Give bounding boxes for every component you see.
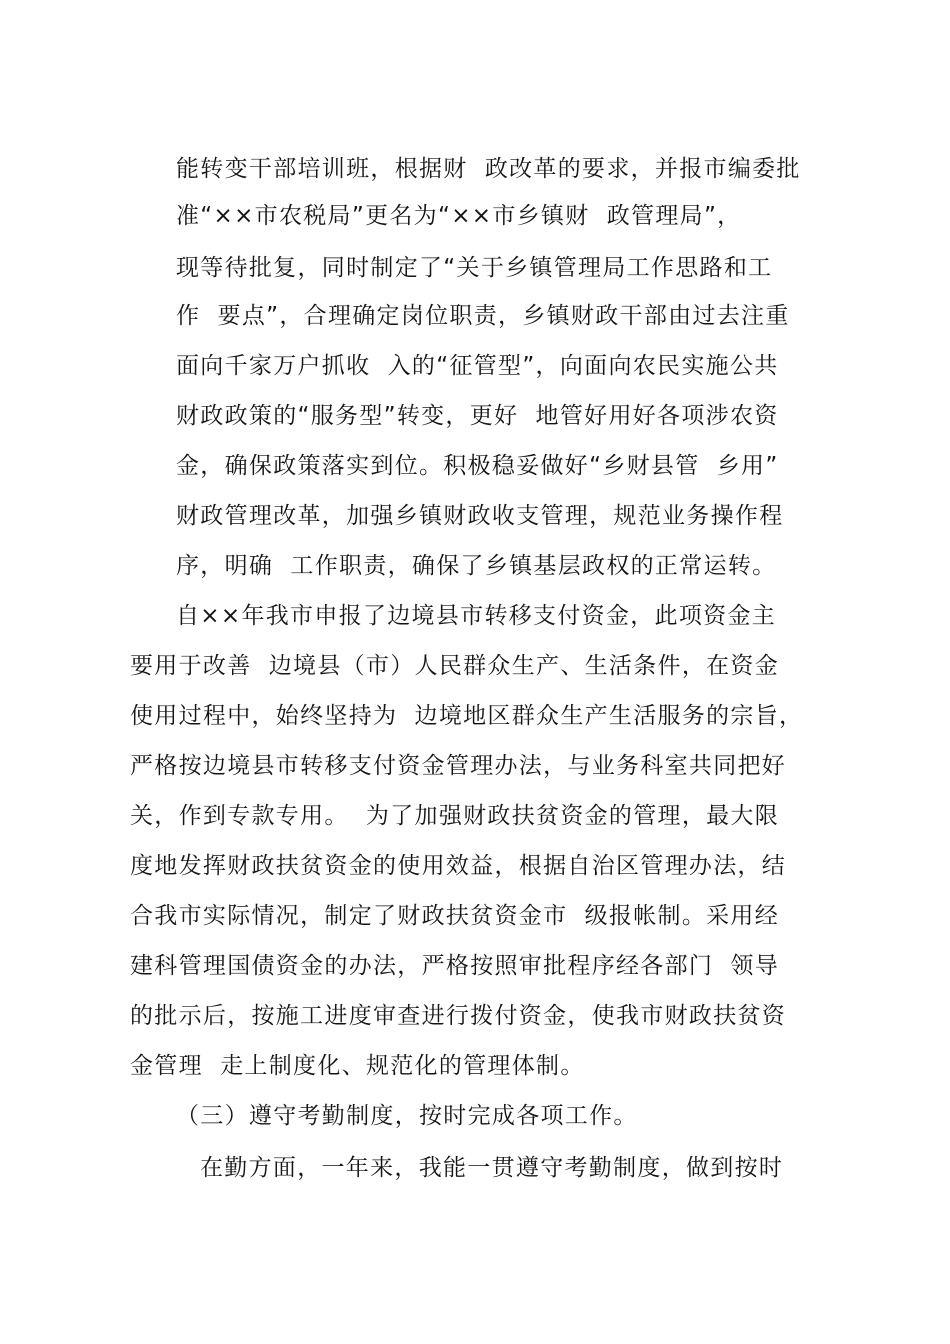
- paragraph-line: 要用于改善 边境县（市）人民群众生产、生活条件，在资金: [130, 653, 780, 679]
- paragraph-line: 建科管理国债资金的办法，严格按照审批程序经各部门 领导: [130, 953, 780, 979]
- section-heading: （三）遵守考勤制度，按时完成各项工作。: [176, 1103, 638, 1129]
- paragraph-line: 财政管理改革，加强乡镇财政收支管理，规范业务操作程: [176, 503, 784, 529]
- paragraph-line: 财政政策的“服务型”转变，更好 地管好用好各项涉农资: [176, 403, 779, 429]
- paragraph-line: 在勤方面，一年来，我能一贯遵守考勤制度，做到按时: [200, 1155, 784, 1181]
- paragraph-line: 自××年我市申报了边境县市转移支付资金，此项资金主: [176, 603, 777, 629]
- paragraph-line: 金，确保政策落实到位。积极稳妥做好“乡财县管 乡用”: [176, 453, 779, 479]
- paragraph-line: 现等待批复，同时制定了“关于乡镇管理局工作思路和工: [176, 255, 773, 281]
- paragraph-line: 使用过程中，始终坚持为 边境地区群众生产生活服务的宗旨，: [130, 703, 804, 729]
- paragraph-line: 金管理 走上制度化、规范化的管理体制。: [130, 1053, 585, 1079]
- paragraph-line: 序，明确 工作职责，确保了乡镇基层政权的正常运转。: [176, 553, 777, 579]
- paragraph-line: 作 要点”，合理确定岗位职责，乡镇财政干部由过去注重: [176, 303, 790, 329]
- paragraph-line: 的批示后，按施工进度审查进行拨付资金，使我市财政扶贫资: [130, 1003, 787, 1029]
- paragraph-line: 面向千家万户抓收 入的“征管型”，向面向农民实施公共: [176, 353, 779, 379]
- paragraph-line: 能转变干部培训班，根据财 政改革的要求，并报市编委批: [176, 156, 801, 182]
- paragraph-line: 准“××市农税局”更名为“××市乡镇财 政管理局”，: [176, 203, 742, 229]
- paragraph-line: 度地发挥财政扶贫资金的使用效益，根据自治区管理办法，结: [130, 853, 787, 879]
- paragraph-line: 合我市实际情况，制定了财政扶贫资金市 级报帐制。采用经: [130, 903, 780, 929]
- paragraph-line: 严格按边境县市转移支付资金管理办法，与业务科室共同把好: [130, 753, 787, 779]
- paragraph-line: 关，作到专款专用。 为了加强财政扶贫资金的管理，最大限: [130, 803, 780, 829]
